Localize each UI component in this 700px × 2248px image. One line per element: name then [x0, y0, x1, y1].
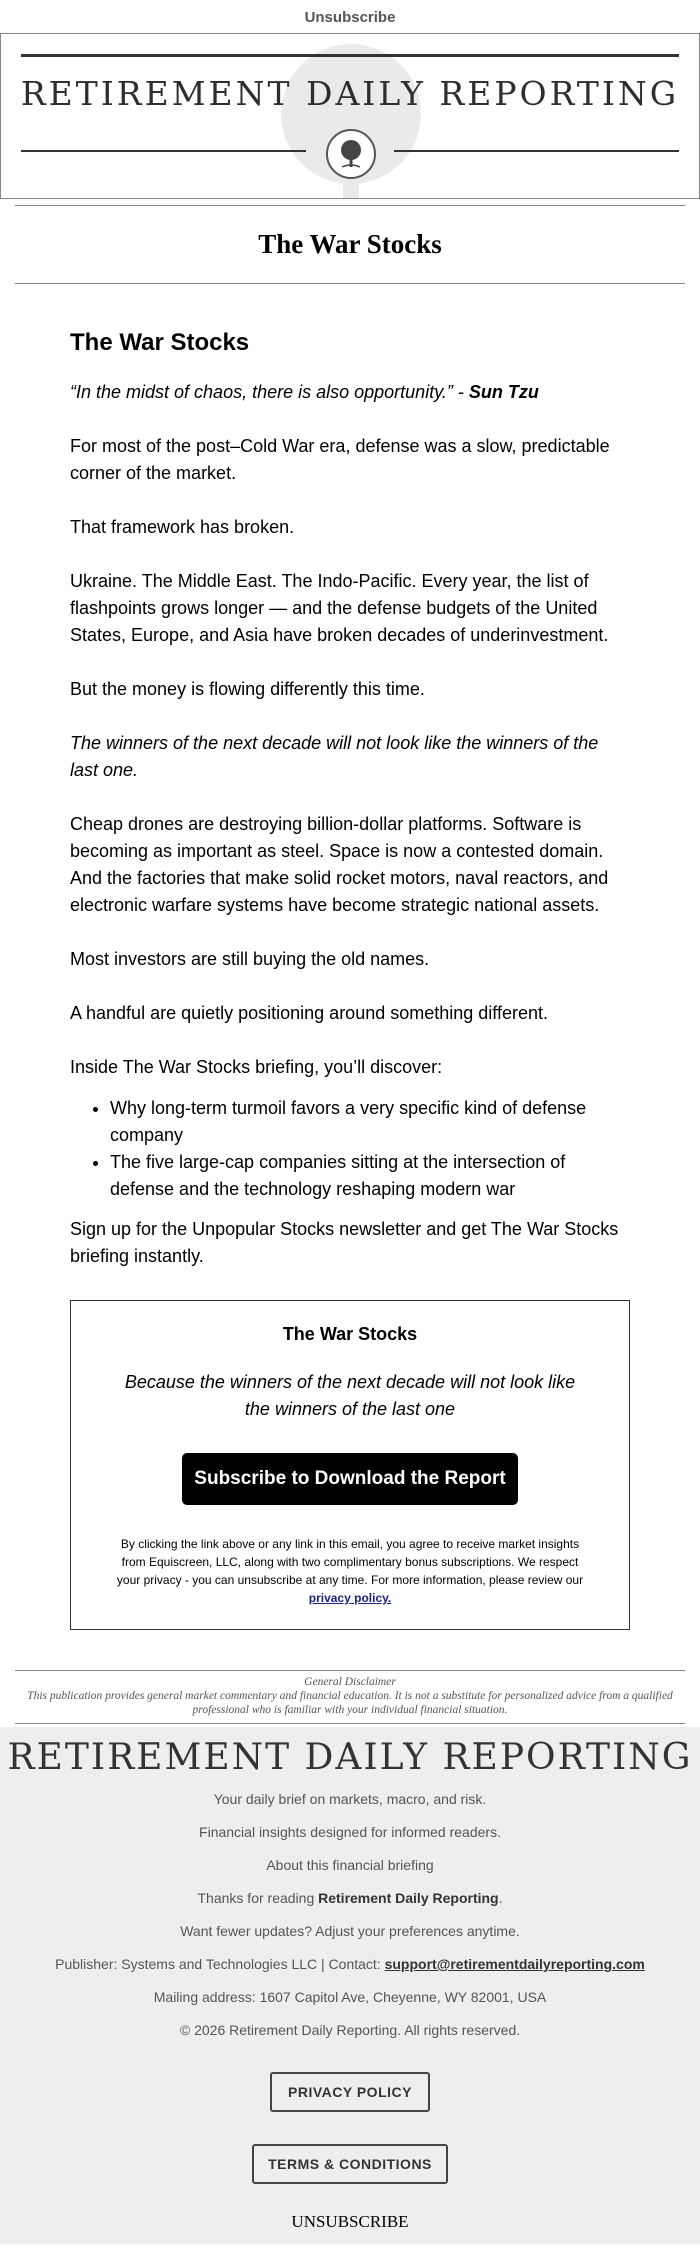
article-quote — [70, 379, 630, 406]
subscribe-download-button[interactable]: Subscribe to Download the Report — [182, 1453, 518, 1505]
footer-thanks — [0, 1889, 700, 1907]
footer-unsubscribe-link[interactable]: UNSUBSCRIBE — [291, 2212, 409, 2231]
paragraph-10: Sign up for the Unpopular Stocks newsletter and get The War Stocks briefing instantly. — [70, 1219, 619, 1266]
top-unsubscribe-bar — [0, 0, 700, 33]
list-item: • The five large-cap companies sitting at the intersection of defense and the technology reshaping modern war — [110, 1149, 630, 1203]
quote-author: Sun Tzu — [468, 382, 539, 402]
footer-preferences: Want fewer updates? Adjust your preferences anytime. — [180, 1923, 520, 1939]
paragraph-6: Cheap drones are destroying billion-dollar platforms. Software is becoming as important as steel. Space is now a contested domain. And the factories that make solid rocket motors, naval reactors, and electronic warfare systems have become strategic national assets. — [70, 814, 609, 915]
tree-logo-icon — [326, 129, 376, 179]
cta-title: The War Stocks — [282, 1324, 418, 1344]
thanks-prefix: Thanks for reading — [197, 1890, 319, 1906]
cta-legal-text — [111, 1535, 589, 1607]
footer-publisher — [0, 1955, 700, 1973]
footer-brand: RETIREMENT DAILY REPORTING — [7, 1737, 693, 1778]
paragraph-2: That framework has broken. — [70, 517, 295, 537]
footer-about: About this financial briefing — [266, 1857, 434, 1873]
paragraph-3: Ukraine. The Middle East. The Indo-Pacific. Every year, the list of flashpoints grows longer — and the defense budgets of the United States, Europe, and Asia have broken decades of underinvestment. — [70, 571, 609, 645]
header-left-rule — [21, 150, 306, 152]
thanks-brand: Retirement Daily Reporting — [318, 1890, 499, 1906]
page-title-band — [15, 205, 685, 284]
header-top-rule — [21, 54, 679, 57]
header-right-rule — [394, 150, 679, 152]
paragraph-9: Inside The War Stocks briefing, you’ll discover: — [70, 1057, 443, 1077]
list-item: • Why long-term turmoil favors a very specific kind of defense company — [110, 1095, 630, 1149]
quote-text: “In the midst of chaos, there is also opportunity.” - — [70, 382, 469, 402]
contact-email-link[interactable]: support@retirementdailyreporting.com — [384, 1956, 645, 1972]
article-body — [0, 329, 700, 1270]
cta-subtitle: Because the winners of the next decade will not look like the winners of the last one — [124, 1372, 576, 1419]
footer-address: Mailing address: 1607 Capitol Ave, Cheyenne, WY 82001, USA — [153, 1989, 547, 2005]
publisher-text: Publisher: Systems and Technologies LLC | Contact: — [55, 1956, 385, 1972]
article-heading: The War Stocks — [70, 329, 250, 356]
disclaimer-title: General Disclaimer — [304, 1676, 396, 1688]
header-banner — [0, 33, 700, 199]
top-unsubscribe-link[interactable]: Unsubscribe — [304, 9, 396, 26]
paragraph-7: Most investors are still buying the old names. — [70, 949, 430, 969]
footer — [0, 1727, 700, 2244]
privacy-policy-button[interactable]: PRIVACY POLICY — [270, 2072, 430, 2112]
general-disclaimer — [15, 1670, 685, 1724]
paragraph-5-italic: The winners of the next decade will not look like the winners of the last one. — [70, 733, 599, 780]
paragraph-8: A handful are quietly positioning around something different. — [70, 1003, 548, 1023]
terms-conditions-button[interactable]: TERMS & CONDITIONS — [252, 2144, 448, 2184]
header-brand-title: RETIREMENT DAILY REPORTING — [20, 74, 680, 113]
paragraph-1: For most of the post–Cold War era, defense was a slow, predictable corner of the market. — [70, 436, 610, 483]
cta-box — [70, 1300, 630, 1630]
privacy-policy-link[interactable]: privacy policy. — [308, 1591, 392, 1605]
legal-text: By clicking the link above or any link in this email, you agree to receive market insights from Equiscreen, LLC, along with two complimentary bonus subscriptions. We respect your privacy - you can unsubscribe at any time. For more information, please review our — [116, 1537, 584, 1587]
discover-list — [110, 1095, 630, 1203]
footer-insights: Financial insights designed for informed readers. — [199, 1824, 501, 1840]
footer-copyright: © 2026 Retirement Daily Reporting. All rights reserved. — [179, 2022, 521, 2038]
disclaimer-text: This publication provides general market commentary and financial education. It is not a substitute for personalized advice from a qualified professional who is familiar with your individual financial situation. — [27, 1690, 673, 1716]
paragraph-4: But the money is flowing differently this time. — [70, 679, 425, 699]
page-title: The War Stocks — [258, 229, 442, 259]
thanks-suffix: . — [498, 1890, 503, 1906]
footer-tagline: Your daily brief on markets, macro, and risk. — [213, 1791, 487, 1807]
